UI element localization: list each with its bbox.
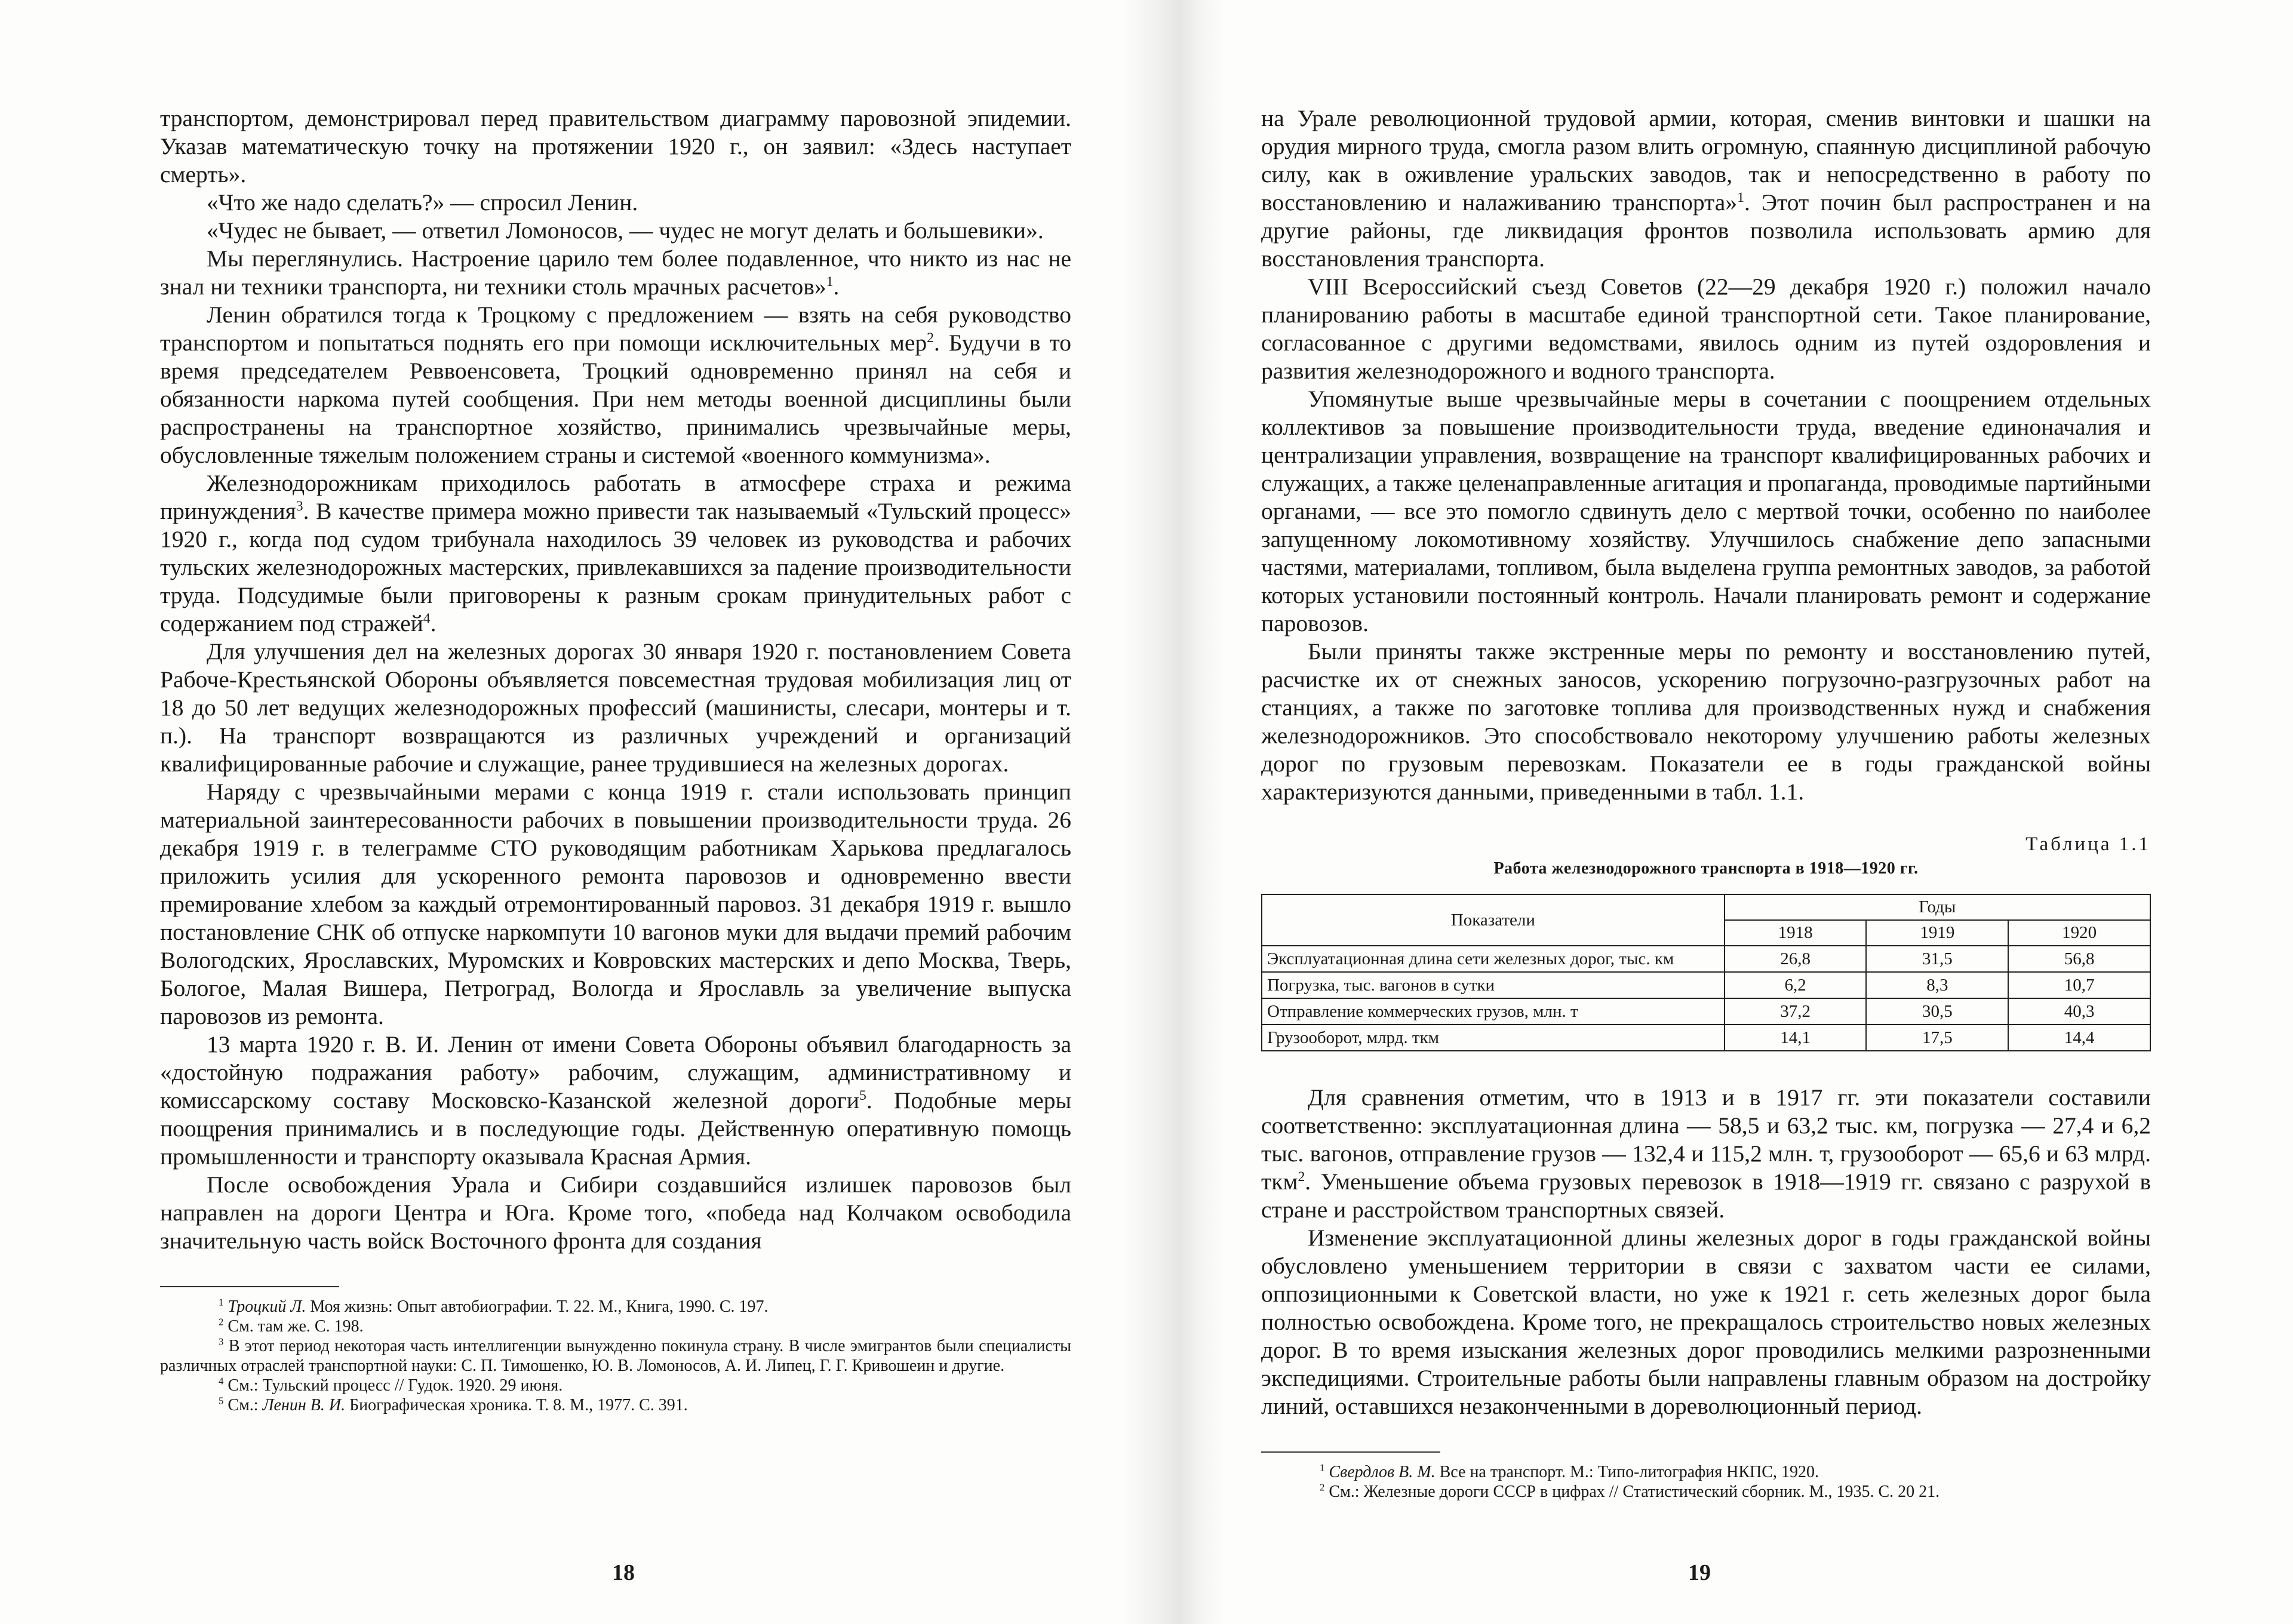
footnote: $^1$ Троцкий Л. Моя жизнь: Опыт автобиографии. Т. 22. М., Книга, 1990. С. 197. (219, 1296, 769, 1316)
paragraph: 13 марта 1920 г. В. И. Ленин от имени Совета Обороны объявил благодарность за «достойную подражания работу» рабочим, служащим, административному и комиссарскому составу Московско-Казанской железной дороги$^5$. Подобные меры поощрения принимались и в последующие годы. Действенную оперативную помощь промышленности и транспорту оказывала Красная Армия. (160, 1031, 1071, 1170)
footnote: $^4$ См.: Тульский процесс // Гудок. 1920. 29 июня. (219, 1375, 563, 1395)
footnote-ref[interactable]: 2 (1298, 1168, 1305, 1185)
paragraph: Ленин обратился тогда к Троцкому с предложением — взять на себя руководство транспортом и попытаться поднять его при помощи исключительных мер$^2$. Будучи в то время председателем Реввоенсовета, Троцкий одновременно принял на себя и обязанности наркома путей сообщения. При нем методы военной дисциплины были распространены на транспортное хозяйство, принимались чрезвычайные меры, обусловленные тяжелым положением страны и системой «военного коммунизма». (160, 302, 1071, 468)
footnote: $^5$ См.: Ленин В. И. Биографическая хроника. Т. 8. М., 1977. С. 391. (219, 1395, 688, 1414)
table-cell: 40,3 (2008, 998, 2150, 1025)
footnote: $^1$ Свердлов В. М. Все на транспорт. М.: Типо-литография НКПС, 1920. (1320, 1462, 1819, 1481)
paragraph: Упомянутые выше чрезвычайные меры в сочетании с поощрением отдельных коллективов за повышение производительности труда, введение единоначалия и централизации управления, возвращение на транспорт квалифицированных рабочих и служащих, а также целенаправленные агитация и пропаганда, проводимые партийными органами, — все это помогло сдвинуть дело с мертвой точки, особенно по наиболее запущенному локомотивному хозяйству. Улучшилось снабжение депо запасными частями, материалами, топливом, была выделена группа ремонтных заводов, за работой которых установили постоянный контроль. Начали планировать ремонт и содержание паровозов. (1261, 386, 2151, 636)
header-indicator: Показатели (1262, 894, 1725, 946)
footnote-ref[interactable]: 3 (296, 498, 303, 514)
table-title: Работа железнодорожного транспорта в 1918—1920 гг. (1493, 859, 1919, 878)
paragraph: на Урале революционной трудовой армии, которая, сменив винтовки и шашки на орудия мирного труда, смогла разом влить огромную, спаянную дисциплиной рабочую силу, как в оживление уральских заводов, так и непосредственно в работу по восстановлению и налаживанию транспорта»$^1$. Этот почин был распространен и на другие районы, где ликвидация фронтов позволила использовать армию для восстановления транспорта. (1261, 105, 2151, 272)
table-cell: 14,4 (2008, 1025, 2150, 1051)
right-page (1261, 104, 2151, 1502)
header-year: 1919 (1866, 920, 2008, 946)
footnote: $^2$ См. там же. С. 198. (219, 1316, 364, 1336)
table-cell-indicator: Грузооборот, млрд. ткм (1262, 1025, 1725, 1051)
paragraph: VIII Всероссийский съезд Советов (22—29 декабря 1920 г.) положил начало планированию работы в масштабе единой транспортной сети. Такое планирование, согласованное с другими ведомствами, явилось одним из путей оздоровления и развития железнодорожного и водного транспорта. (1261, 273, 2151, 384)
paragraph: Наряду с чрезвычайными мерами с конца 1919 г. стали использовать принцип материальной заинтересованности рабочих в повышении производительности труда. 26 декабря 1919 г. в телеграмме СТО руководящим работникам Харькова предлагалось приложить усилия для ускоренного ремонта паровозов и одновременно ввести премирование хлебом за каждый отремонтированный паровоз. 31 декабря 1919 г. вышло постановление СНК об отпуске наркомпути 10 вагонов муки для выдачи премий рабочим Вологодских, Ярославских, Муромских и Ковровских мастерских и депо Москва, Тверь, Бологое, Малая Вишера, Петроград, Вологда и Ярославль за увеличение выпуска паровозов из ремонта. (160, 779, 1071, 1029)
footnote-divider (160, 1286, 339, 1287)
paragraph: После освобождения Урала и Сибири создавшийся излишек паровозов был направлен на дороги Центра и Юга. Кроме того, «победа над Колчаком освободила значительную часть войск Восточного фронта для создания (160, 1171, 1071, 1254)
book-gutter-shadow (1123, 0, 1224, 1624)
right-page-body-top (1261, 104, 2151, 806)
paragraph: Мы переглянулись. Настроение царило тем более подавленное, что никто из нас не знал ни техники транспорта, ни техники столь мрачных расчетов»$^1$. (160, 245, 1071, 300)
table-row (1262, 1025, 2150, 1051)
table-cell: 37,2 (1725, 998, 1867, 1025)
table-row (1262, 998, 2150, 1025)
table-cell: 56,8 (2008, 946, 2150, 972)
page-number-right: 19 (1688, 1560, 1711, 1585)
table-caption: Таблица 1.1 (2025, 833, 2151, 855)
header-years: Годы (1725, 894, 2150, 920)
table-cell: 17,5 (1866, 1025, 2008, 1051)
table-cell: 30,5 (1866, 998, 2008, 1025)
paragraph: Для сравнения отметим, что в 1913 и в 1917 гг. эти показатели составили соответственно: эксплуатационная длина — 58,5 и 63,2 тыс. км, погрузка — 27,4 и 6,2 тыс. вагонов, отправление грузов — 132,4 и 115,2 млн. т, грузооборот — 65,6 и 63 млрд. ткм$^2$. Уменьшение объема грузовых перевозок в 1918—1919 гг. связано с разрухой в стране и расстройством транспортных связей. (1261, 1084, 2151, 1223)
table-cell-indicator: Эксплуатационная длина сети железных дорог, тыс. км (1262, 946, 1725, 972)
table-cell-indicator: Отправление коммерческих грузов, млн. т (1262, 998, 1725, 1025)
paragraph: транспортом, демонстрировал перед правительством диаграмму паровозной эпидемии. Указав математическую точку на протяжении 1920 г., он заявил: «Здесь наступает смерть». (160, 105, 1071, 187)
paragraph: «Чудес не бывает, — ответил Ломоносов, — чудес не могут делать и большевики». (207, 217, 1044, 244)
left-page (160, 104, 1071, 1415)
table-row (1262, 972, 2150, 998)
table-cell: 14,1 (1725, 1025, 1867, 1051)
paragraph: Изменение эксплуатационной длины железных дорог в годы гражданской войны обусловлено уменьшением территории в связи с захватом части ее силами, оппозиционными к Советской власти, но уже к 1921 г. сеть железных дорог была полностью освобождена. Кроме того, не прекращалось строительство новых железных дорог. В то время изыскания железных дорог проводились мелкими разрозненными экспедициями. Строительные работы были направлены главным образом на достройку линий, оставшихся незаконченными в дореволюционный период. (1261, 1225, 2151, 1419)
paragraph: Были приняты также экстренные меры по ремонту и восстановлению путей, расчистке их от снежных заносов, ускорению погрузочно-разгрузочных работ на станциях, а также по заготовке топлива для производственных нужд и снабжения железнодорожников. Это способствовало некоторому улучшению работы железных дорог по грузовым перевозкам. Показатели ее в годы гражданской войны характеризуются данными, приведенными в табл. 1.1. (1261, 638, 2151, 805)
table-row (1262, 946, 2150, 972)
footnote-divider (1261, 1451, 1440, 1453)
footnote-ref[interactable]: 1 (1737, 189, 1744, 205)
data-table (1261, 894, 2151, 1051)
table-header-row (1262, 894, 2150, 920)
footnote-ref[interactable]: 5 (859, 1087, 866, 1103)
table-cell: 10,7 (2008, 972, 2150, 998)
paragraph: «Что же надо сделать?» — спросил Ленин. (207, 189, 638, 216)
table-cell: 6,2 (1725, 972, 1867, 998)
footnote-ref[interactable]: 1 (826, 273, 834, 290)
table-cell: 31,5 (1866, 946, 2008, 972)
header-year: 1920 (2008, 920, 2150, 946)
header-year: 1918 (1725, 920, 1867, 946)
left-footnotes (160, 1297, 1071, 1415)
footnote: $^2$ См.: Железные дороги СССР в цифрах // Статистический сборник. М., 1935. С. 20 21. (1320, 1481, 1940, 1501)
footnote: $^3$ В этот период некоторая часть интеллигенции вынужденно покинула страну. В числе эмигрантов были специалисты различных отраслей транспортной науки: С. П. Тимошенко, Ю. В. Ломоносов, А. И. Липец, Г. Г. Кривошеин и другие. (160, 1336, 1071, 1375)
left-page-body (160, 104, 1071, 1255)
page-number-left: 18 (612, 1560, 635, 1585)
paragraph: Железнодорожникам приходилось работать в атмосфере страха и режима принуждения$^3$. В качестве примера можно привести так называемый «Тульский процесс» 1920 г., когда под судом трибунала находилось 39 человек из руководства и рабочих тульских железнодорожных мастерских, привлекавшихся за падение производительности труда. Подсудимые были приговорены к разным срокам принудительных работ с содержанием под стражей$^4$. (160, 470, 1071, 636)
table-cell: 26,8 (1725, 946, 1867, 972)
footnote-ref[interactable]: 2 (927, 330, 934, 346)
footnote-ref[interactable]: 4 (423, 610, 431, 626)
table-cell-indicator: Погрузка, тыс. вагонов в сутки (1262, 972, 1725, 998)
right-footnotes (1261, 1462, 2151, 1502)
paragraph: Для улучшения дел на железных дорогах 30 января 1920 г. постановлением Совета Рабоче-Крестьянской Обороны объявляется повсеместная трудовая мобилизация лиц от 18 до 50 лет ведущих железнодорожных профессий (машинисты, слесари, монтеры и т. п.). На транспорт возвращаются из различных учреждений и организаций квалифицированные рабочие и служащие, ранее трудившиеся на железных дорогах. (160, 638, 1071, 777)
table-cell: 8,3 (1866, 972, 2008, 998)
right-page-body-bottom (1261, 1084, 2151, 1420)
